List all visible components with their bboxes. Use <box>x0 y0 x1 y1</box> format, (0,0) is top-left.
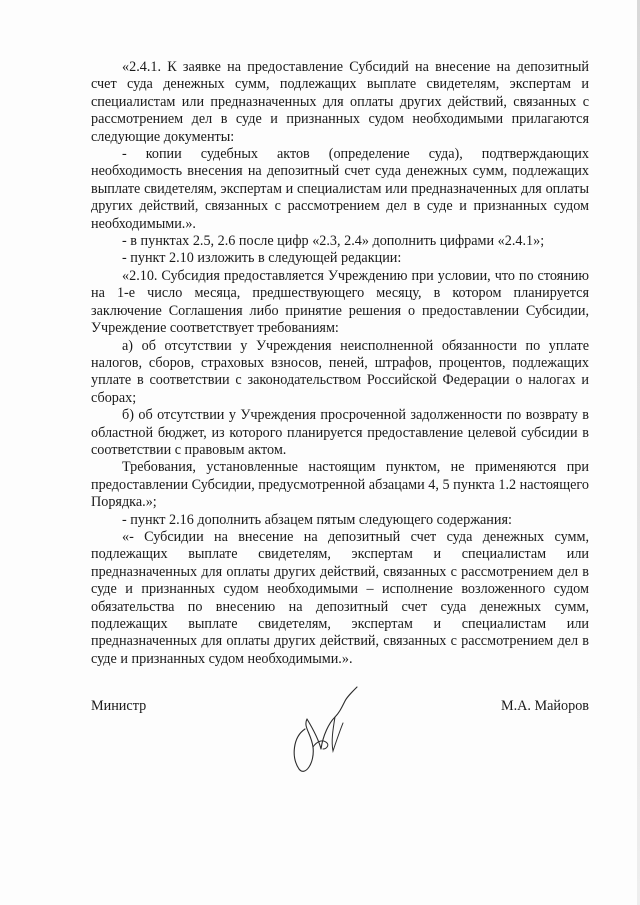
signatory-name: М.А. Майоров <box>501 698 589 714</box>
paragraph-subsidy-result: «- Субсидии на внесение на депозитный счет суда денежных сумм, подлежащих выплате свидетелям, экспертам и специалистам или предназначенных для оплаты других действий, связанных с рассмотрением дел в суде и признанных судом необходимыми – исполнение возложенного судом обязательства по внесению на депозитный счет суда денежных сумм, подлежащих выплате свидетелям, экспертам и специалистам или предназначенных для оплаты других действий, связанных с рассмотрением дел в суде и признанных судом необходимыми.». <box>91 528 589 667</box>
paragraph-requirement-a: а) об отсутствии у Учреждения неисполненной обязанности по уплате налогов, сборов, страховых взносов, пеней, штрафов, процентов, подлежащих уплате в соответствии с законодательством Российской Федерации о налогах и сборах; <box>91 337 589 406</box>
paragraph-amend-2-16: - пункт 2.16 дополнить абзацем пятым следующего содержания: <box>122 511 512 528</box>
paragraph-court-acts: - копии судебных актов (определение суда), подтверждающих необходимость внесения на депозитный счет суда денежных сумм, подлежащих выплате свидетелям, экспертам и специалистам или предназначенных для оплаты других действий, связанных с рассмотрением дел в суде и признанных судом необходимыми.». <box>91 146 589 232</box>
handwritten-signature <box>283 683 363 775</box>
signatory-title: Министр <box>91 698 147 714</box>
paragraph-2-4-1: «2.4.1. К заявке на предоставление Субсидий на внесение на депозитный счет суда денежных сумм, подлежащих выплате свидетелям, экспертам и специалистам или предназначенных для оплаты других действий, связанных с рассмотрением дел в суде и признанных судом необходимыми прилагаются следующие документы: <box>91 59 589 145</box>
paragraph-amend-2-10: - пункт 2.10 изложить в следующей редакции: <box>122 250 402 267</box>
paragraph-amend-2-5-2-6: - в пунктах 2.5, 2.6 после цифр «2.3, 2.4» дополнить цифрами «2.4.1»; <box>122 233 545 250</box>
paragraph-requirement-b: б) об отсутствии у Учреждения просроченной задолженности по возврату в областной бюджет, из которого планируется предоставление целевой субсидии в соответствии с правовым актом. <box>91 407 589 458</box>
paragraph-2-10: «2.10. Субсидия предоставляется Учреждению при условии, что по стоянию на 1-е число месяца, предшествующего месяцу, в котором планируется заключение Соглашения либо принятие решения о предоставлении Субсидии, Учреждение соответствует требованиям: <box>91 267 589 337</box>
document-body <box>91 59 589 668</box>
paragraph-requirements-exception: Требования, установленные настоящим пунктом, не применяются при предоставлении Субсидии, предусмотренной абзацами 4, 5 пункта 1.2 настоящего Порядка.»; <box>91 459 589 511</box>
